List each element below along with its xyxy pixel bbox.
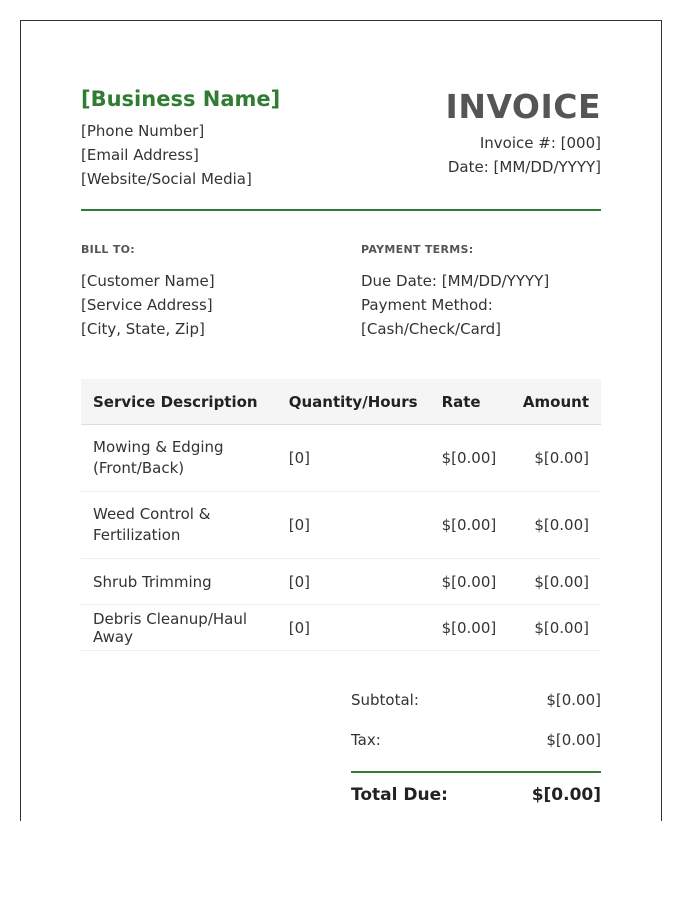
business-website: [Website/Social Media]	[81, 170, 252, 188]
quantity-cell: [0]	[277, 559, 430, 605]
invoice-date: Date: [MM/DD/YYYY]	[447, 158, 601, 176]
table-row	[81, 425, 601, 492]
rate-cell: $[0.00]	[430, 492, 510, 559]
payment-method-label: Payment Method:	[361, 296, 493, 314]
tax-label: Tax:	[351, 731, 381, 749]
service-description: Debris Cleanup/Haul Away	[81, 605, 277, 651]
invoice-number: Invoice #: [000]	[479, 134, 601, 152]
customer-name: [Customer Name]	[81, 272, 215, 290]
total-due-row	[351, 785, 601, 805]
quantity-cell: [0]	[277, 492, 430, 559]
business-phone: [Phone Number]	[81, 122, 205, 140]
invoice-meta	[448, 131, 601, 179]
table-row	[81, 559, 601, 605]
quantity-cell: [0]	[277, 425, 430, 492]
description-line: Weed Control &	[93, 505, 211, 523]
header-amount: Amount	[510, 379, 601, 425]
payment-method-value: [Cash/Check/Card]	[361, 320, 502, 338]
table-header-row	[81, 379, 601, 425]
rate-cell: $[0.00]	[430, 425, 510, 492]
service-description	[81, 492, 277, 559]
subtotal-label: Subtotal:	[351, 691, 419, 709]
tax-row	[351, 731, 601, 749]
bill-to-label: BILL TO:	[81, 243, 135, 256]
city-state-zip: [City, State, Zip]	[81, 320, 205, 338]
business-email: [Email Address]	[81, 146, 199, 164]
rate-cell: $[0.00]	[430, 605, 510, 651]
service-description	[81, 425, 277, 492]
services-table	[81, 379, 601, 651]
amount-cell: $[0.00]	[510, 559, 601, 605]
service-address: [Service Address]	[81, 296, 213, 314]
due-date: Due Date: [MM/DD/YYYY]	[361, 272, 550, 290]
business-contact	[81, 119, 252, 191]
business-name: [Business Name]	[81, 87, 281, 111]
invoice-title: INVOICE	[445, 87, 601, 126]
header-rate: Rate	[430, 379, 510, 425]
subtotal-row	[351, 691, 601, 709]
service-description: Shrub Trimming	[81, 559, 277, 605]
total-due-label: Total Due:	[351, 785, 448, 805]
totals-divider	[351, 771, 601, 773]
total-due-value: $[0.00]	[531, 785, 601, 805]
header-divider	[81, 209, 601, 211]
amount-cell: $[0.00]	[510, 492, 601, 559]
payment-terms-block	[361, 269, 549, 341]
header-service-description: Service Description	[81, 379, 277, 425]
amount-cell: $[0.00]	[510, 425, 601, 492]
description-line: Mowing & Edging	[93, 438, 224, 456]
header-quantity-hours: Quantity/Hours	[277, 379, 430, 425]
subtotal-value: $[0.00]	[546, 691, 601, 709]
quantity-cell: [0]	[277, 605, 430, 651]
table-row	[81, 492, 601, 559]
invoice-page	[20, 20, 662, 821]
payment-terms-label: PAYMENT TERMS:	[361, 243, 474, 256]
rate-cell: $[0.00]	[430, 559, 510, 605]
description-line: (Front/Back)	[93, 459, 185, 477]
amount-cell: $[0.00]	[510, 605, 601, 651]
table-row	[81, 605, 601, 651]
description-line: Fertilization	[93, 526, 181, 544]
bill-to-block	[81, 269, 215, 341]
tax-value: $[0.00]	[546, 731, 601, 749]
